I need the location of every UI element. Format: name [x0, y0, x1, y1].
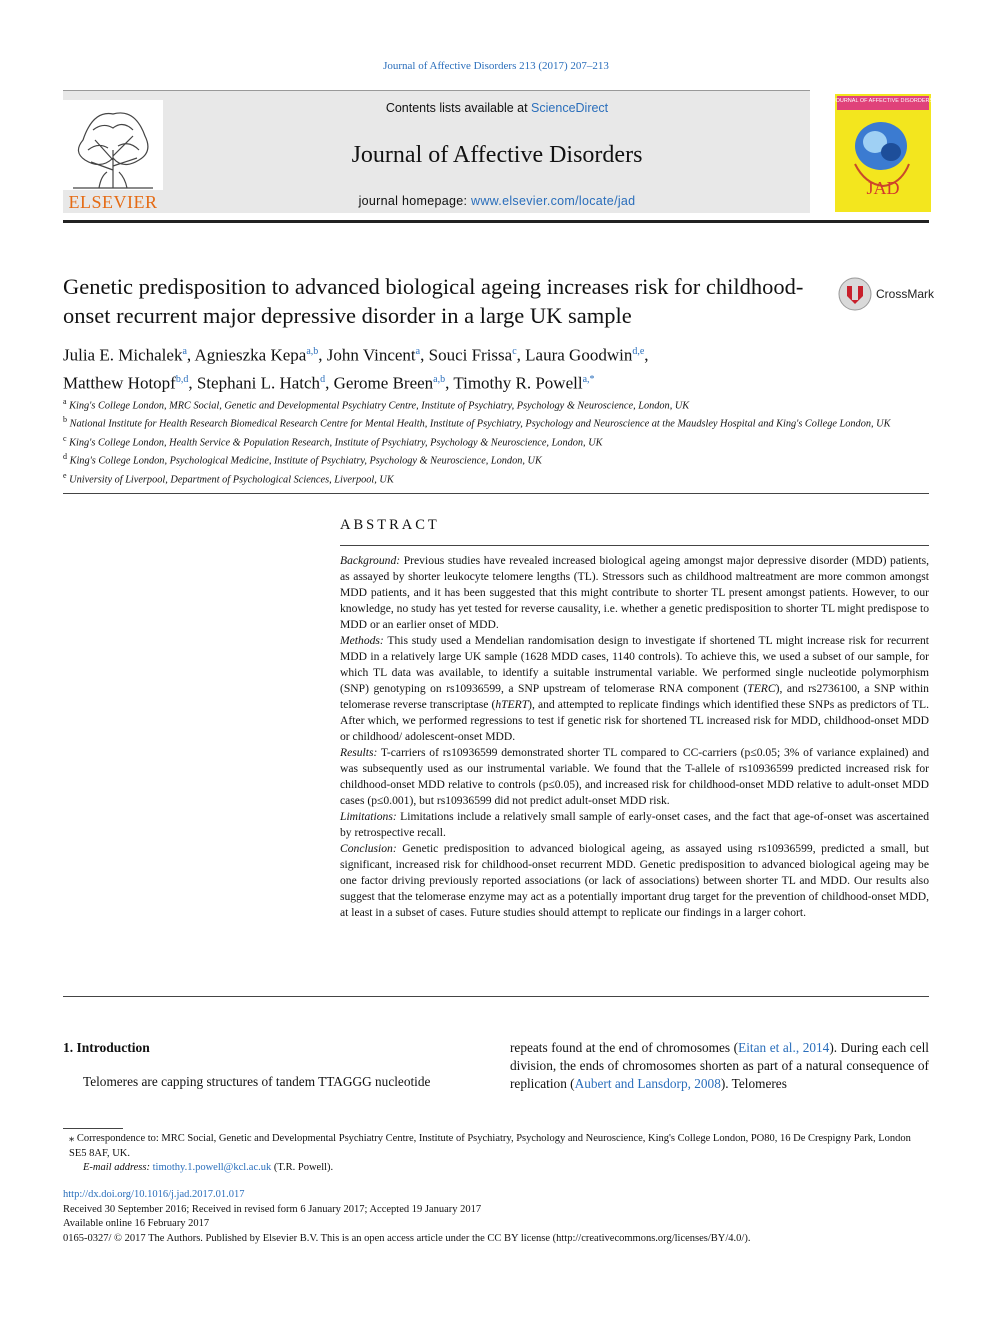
abstract-text: Genetic predisposition to advanced biological ageing, as assayed using rs10936599, predicted a small, but significant, increased risk for childhood-onset recurrent MDD. Genetic predisposition to advanced biological ageing may be one factor driving previously reported associations (or lack of associations) between shorter TL and MDD. Our results also suggest that the telomerase enzyme may act as a potentially important drug target for the prevention of childhood-onset MDD, at least in a subset of cases. Future studies should attempt to replicate our findings in a larger cohort.: [340, 842, 929, 919]
author-sep: ,: [516, 345, 526, 365]
abstract-background: [340, 553, 929, 633]
elsevier-wordmark: ELSEVIER: [68, 192, 158, 212]
citation-link[interactable]: Aubert and Lansdorp, 2008: [574, 1076, 721, 1091]
abstract-label: Conclusion:: [340, 842, 397, 855]
abstract-label: Background:: [340, 554, 401, 567]
author-affil-sup[interactable]: d,e: [632, 346, 645, 357]
author-name: Laura Goodwin: [525, 345, 633, 365]
author-sep: ,: [325, 373, 334, 393]
abstract-body: [340, 553, 929, 921]
copyright-line: 0165-0327/ © 2017 The Authors. Published by Elsevier B.V. This is an open access article under the CC BY license (http://creativecommons.org/licenses/BY/4.0/).: [63, 1232, 751, 1244]
abstract-text: This study used a Mendelian randomisation design to investigate if shortened TL might increase risk for recurrent MDD in a relatively large UK sample (1628 MDD cases, 1140 controls). To achieve this, we used a subset of our sample, for which TL data was available, to identify a suitable instrumental variable. We performed single nucleotide polymorphism (SNP) genotyping on rs10936599, a SNP upstream of telomerase RNA component (: [340, 634, 929, 695]
intro-text: ). Telomeres: [720, 1076, 787, 1091]
abstract-text: Previous studies have revealed increased biological ageing amongst major depressive disorder (MDD) patients, as assayed by shorter leukocyte telomere lengths (TL). Stressors such as childhood maltreatment are more common amongst MDD patients, and it has been suggested that this might contribute to shorter TL present amongst patients. However, to our knowledge, no study has yet tested for reverse causality, i.e. whether a genetic predisposition to shorter TL might predispose to MDD or an earlier onset of MDD.: [340, 554, 929, 631]
email-line: [63, 1161, 929, 1176]
gene-name: TERC: [747, 682, 776, 695]
author-name: Stephani L. Hatch: [196, 373, 321, 393]
footnote-rule: [63, 1128, 123, 1129]
author-affil-sup[interactable]: b,d: [175, 373, 189, 385]
author-name: Gerome Breen: [333, 373, 434, 393]
sciencedirect-link[interactable]: ScienceDirect: [531, 101, 609, 115]
author-name: Souci Frissa: [428, 345, 513, 365]
author-sep: ,: [420, 345, 429, 365]
author-affil-sup[interactable]: a,*: [582, 373, 595, 385]
abstract-label: Limitations:: [340, 810, 397, 823]
contents-line: [184, 101, 810, 115]
article-title: Genetic predisposition to advanced biological ageing increases risk for childhood-onset recurrent major depressive disorder in a large UK sample: [63, 274, 804, 328]
affiliation-text: King's College London, Health Service & Population Research, Institute of Psychiatry, Psychology & Neuroscience, London, UK: [69, 437, 603, 449]
author-name: Agnieszka Kepa: [194, 345, 307, 365]
affiliation-item: [63, 450, 929, 468]
author-name: Julia E. Michalek: [63, 345, 183, 365]
homepage-prefix: journal homepage:: [358, 194, 471, 208]
author-name: Timothy R. Powell: [453, 373, 583, 393]
author-name: John Vincent: [326, 345, 416, 365]
correspondence-footnote: [63, 1132, 929, 1176]
affiliation-item: [63, 432, 929, 450]
publication-info: [63, 1188, 929, 1246]
abstract-label: Results:: [340, 746, 378, 759]
affiliation-sup: c: [63, 433, 67, 443]
affiliation-text: King's College London, MRC Social, Genetic and Developmental Psychiatry Centre, Institute of Psychiatry, Psychology & Neuroscience, London, UK: [69, 400, 690, 412]
author-list: [63, 340, 903, 395]
homepage-link[interactable]: www.elsevier.com/locate/jad: [471, 194, 636, 208]
online-date: Available online 16 February 2017: [63, 1218, 210, 1229]
abstract-text: Limitations include a relatively small sample of early-onset cases, and the fact that age-of-onset was ascertained by retrospective recall.: [340, 810, 929, 839]
abstract-rule: [340, 545, 929, 546]
intro-text: repeats found at the end of chromosomes (: [510, 1040, 739, 1055]
affiliation-item: [63, 395, 929, 413]
affiliation-sup: e: [63, 470, 67, 480]
correspondence-text: Correspondence to: MRC Social, Genetic and Developmental Psychiatry Centre, Institute of Psychiatry, Psychology and Neuroscience, King's College London, PO80, 16 De Crespigny Park, London SE5 8AF, UK.: [69, 1133, 911, 1159]
author-affil-sup[interactable]: a,b: [433, 373, 446, 385]
author-affil-sup[interactable]: a,b: [306, 346, 319, 357]
abstract-text: T-carriers of rs10936599 demonstrated shorter TL compared to CC-carriers (p≤0.05; 3% of variance explained) and was subsequently used as our instrumental variable. We found that the T-allele of rs10936599 predicted increased risk for childhood-onset MDD relative to controls (p≤0.05), and increased risk for childhood-onset MDD relative to adult-onset MDD cases (p≤0.001), but rs10936599 did not predict adult-onset MDD risk.: [340, 746, 929, 807]
affiliation-item: [63, 469, 929, 487]
affiliation-sup: b: [63, 415, 67, 425]
cover-illustration: [835, 94, 931, 212]
affiliation-text: National Institute for Health Research Biomedical Research Centre for Mental Health, Institute of Psychiatry, Psychology and Neuroscience at the Maudsley Hospital and King's College London, UK: [69, 418, 891, 430]
affiliation-text: King's College London, Psychological Medicine, Institute of Psychiatry, Psychology & Neuroscience, London, UK: [69, 455, 542, 467]
author-name: Matthew Hotopf: [63, 373, 176, 393]
email-suffix: (T.R. Powell).: [271, 1162, 334, 1173]
crossmark-label: CrossMark: [876, 287, 935, 301]
section-heading-introduction: 1. Introduction: [63, 1040, 150, 1055]
abstract-results: [340, 745, 929, 809]
email-link[interactable]: timothy.1.powell@kcl.ac.uk: [152, 1162, 272, 1173]
author-affil-sup[interactable]: a: [182, 346, 187, 357]
contents-prefix: Contents lists available at: [385, 101, 532, 115]
section-rule: [63, 996, 929, 997]
abstract-limitations: [340, 809, 929, 841]
header-rule: [63, 220, 929, 223]
journal-citation[interactable]: Journal of Affective Disorders 213 (2017) 207–213: [383, 60, 609, 72]
doi-link[interactable]: http://dx.doi.org/10.1016/j.jad.2017.01.017: [63, 1189, 245, 1200]
abstract-text: ), and attempted to replicate findings which identified these SNPs as predictors of TL. After which, we performed regressions to test if genetic risk for shortened TL increased risk for MDD, childhood-onset MDD or childhood/ adolescent-onset MDD.: [340, 698, 929, 743]
abstract-conclusion: [340, 841, 929, 921]
author-affil-sup[interactable]: c: [512, 346, 517, 357]
intro-text: ). During each cell division, the ends of chromosomes shorten as part of a natural consequence of replication (: [510, 1040, 929, 1091]
author-sep: ,: [318, 345, 327, 365]
intro-paragraph-right: [510, 1039, 929, 1093]
received-dates: Received 30 September 2016; Received in revised form 6 January 2017; Accepted 19 January 2017: [63, 1203, 482, 1215]
affiliation-sup: a: [63, 397, 67, 406]
gene-name: hTERT: [495, 698, 529, 711]
affiliation-sup: d: [63, 452, 67, 462]
author-sep: ,: [186, 345, 195, 365]
affiliation-text: University of Liverpool, Department of Psychological Sciences, Liverpool, UK: [69, 474, 394, 486]
journal-cover-image[interactable]: [835, 94, 931, 212]
journal-name: Journal of Affective Disorders: [351, 142, 643, 168]
cover-title-text: JOURNAL OF AFFECTIVE DISORDERS: [835, 98, 931, 104]
cover-abbrev: JAD: [866, 178, 900, 198]
author-sep: ,: [188, 373, 197, 393]
affiliation-item: [63, 413, 929, 431]
homepage-line: [184, 194, 810, 208]
citation-link[interactable]: Eitan et al., 2014: [738, 1040, 830, 1055]
author-affil-sup[interactable]: a: [415, 346, 421, 357]
crossmark-badge[interactable]: [837, 276, 935, 312]
footnote-marker: ⁎: [69, 1133, 75, 1144]
crossmark-icon: [837, 276, 873, 312]
author-affil-sup[interactable]: d: [320, 373, 326, 385]
abstract-text: ), and rs2736100, a SNP within telomerase reverse transcriptase (: [340, 682, 929, 711]
affiliation-list: [63, 395, 929, 487]
author-sep: ,: [445, 373, 454, 393]
author-sep: ,: [644, 345, 649, 365]
abstract-methods: [340, 633, 929, 745]
section-rule: [63, 493, 929, 494]
abstract-heading: ABSTRACT: [340, 517, 440, 533]
abstract-label: Methods:: [340, 634, 384, 647]
email-label: E-mail address:: [83, 1162, 153, 1173]
intro-paragraph-left: Telomeres are capping structures of tandem TTAGGG nucleotide: [83, 1074, 431, 1089]
correspondence-line: [63, 1132, 929, 1161]
